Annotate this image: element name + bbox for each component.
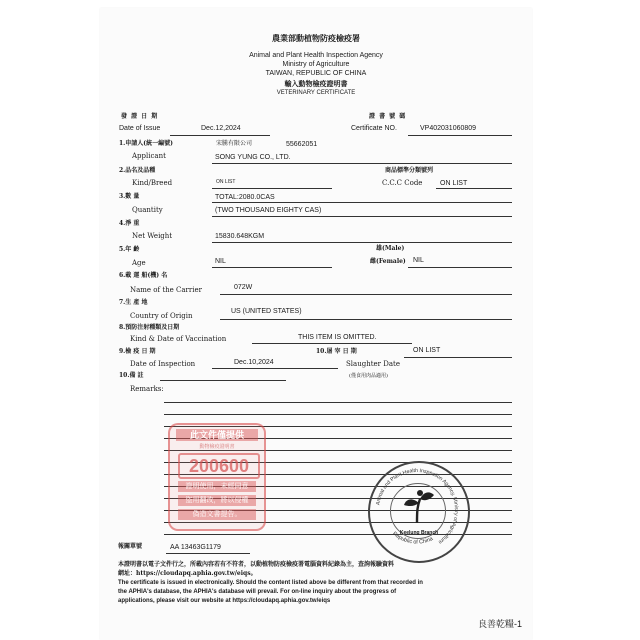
date-of-issue-value: Dec.12,2024: [201, 125, 241, 132]
certificate-no-label: Certificate NO.: [351, 125, 397, 132]
carrier-value: 072W: [234, 284, 253, 291]
certificate-title-zh: 輸入動物檢疫證明書: [284, 79, 348, 88]
origin-value: US (UNITED STATES): [231, 308, 302, 315]
footer-notice-en-2: the APHIA's database, the APHIA's database will prevail. For on-line inquiry about the progress of: [118, 589, 397, 595]
seal-branch: Keelung Branch: [399, 530, 439, 536]
customs-ref-number: AA 13463G1179: [170, 544, 221, 551]
kind-label: Kind/Breed: [132, 179, 173, 187]
applicant-underline: [212, 163, 512, 164]
net-weight-value: 15830.648KGM: [215, 233, 265, 240]
quantity-words-underline: [212, 216, 512, 217]
footer-notice-en-3: applications, please visit our website at https://cloudapq.aphia.gov.tw/eiqs: [118, 598, 331, 604]
slaughter-label-zh: 10.屠 宰 日 期: [316, 348, 357, 355]
certificate-title-en: VETERINARY CERTIFICATE: [276, 90, 356, 96]
slaughter-date-value: ON LIST: [413, 347, 441, 354]
origin-underline: [220, 319, 512, 320]
quantity-value: TOTAL:2080.0CAS: [215, 194, 275, 201]
remarks-header-underline: [160, 380, 286, 381]
watermark-stamp-title: 此文件僅提供: [176, 429, 258, 441]
applicant-name: SONG YUNG CO., LTD.: [215, 154, 291, 161]
slaughter-label: Slaughter Date: [346, 360, 400, 368]
certificate-no-underline: [408, 135, 512, 136]
official-seal: [368, 461, 470, 563]
applicant-name-zh: 宋騰有限公司: [216, 140, 253, 147]
footer-notice-zh-1: 本證明書以電子文件行之，所載內容若有不符者，以動植物防疫檢疫署電腦資料紀錄為主，查詢報驗資料: [118, 561, 395, 568]
applicant-label: Applicant: [132, 152, 166, 160]
seal-country: Republic of China: [391, 530, 434, 546]
certificate-no-label-zh: 證 書 號 碼: [369, 113, 407, 120]
inspection-date-value: Dec.10,2024: [234, 359, 274, 366]
age-label-zh: 5.年 齡: [119, 246, 140, 253]
net-weight-label: Net Weight: [132, 232, 173, 240]
date-of-issue-label-zh: 發 證 日 期: [121, 113, 159, 120]
inspection-date-underline: [212, 368, 338, 369]
inspection-label-zh: 9.檢 疫 日 期: [119, 348, 156, 355]
age-value: NIL: [215, 258, 226, 265]
quantity-words: (TWO THOUSAND EIGHTY CAS): [215, 207, 322, 214]
female-label: 雌(Female): [370, 258, 406, 265]
carrier-underline: [220, 294, 512, 295]
origin-label: Country of Origin: [130, 312, 193, 320]
slaughter-date-underline: [404, 357, 512, 358]
male-label: 雄(Male): [376, 245, 405, 252]
remarks-line-1: [164, 402, 512, 403]
age-label: Age: [132, 259, 146, 267]
certificate-page: [100, 8, 532, 640]
watermark-stamp: [168, 423, 266, 531]
net-weight-label-zh: 4.淨 重: [119, 220, 140, 227]
watermark-stamp-number: 200600: [178, 453, 260, 479]
remarks-label-zh: 10.備 註: [119, 372, 144, 379]
footer-notice-en-1: The certificate is issued in electronically. Should the content listed above be different from that recorded in: [118, 580, 423, 586]
issue-date-underline: [170, 135, 270, 136]
vaccination-label: Kind & Date of Vaccination: [130, 335, 227, 343]
carrier-label: Name of the Carrier: [130, 286, 202, 294]
quantity-underline: [212, 202, 512, 203]
quantity-label: Quantity: [132, 206, 163, 214]
ccc-code-value: ON LIST: [440, 180, 468, 187]
applicant-id: 55662051: [286, 141, 318, 148]
carrier-label-zh: 6.載 運 船(機) 名: [119, 272, 168, 279]
agency-title-en: Animal and Plant Health Inspection Agency: [249, 52, 383, 59]
inspection-label: Date of Inspection: [130, 360, 196, 368]
origin-label-zh: 7.生 產 地: [119, 299, 148, 306]
customs-ref-label: 報關單號: [118, 543, 143, 550]
net-weight-underline: [212, 242, 512, 243]
date-of-issue-label: Date of Issue: [119, 125, 161, 132]
age-underline: [212, 267, 332, 268]
remarks-label: Remarks:: [130, 385, 164, 393]
watermark-stamp-line-1: 證明使用，未經同意: [178, 481, 256, 492]
kind-label-zh: 2.品名及品種: [119, 167, 156, 174]
sex-value: NIL: [413, 257, 424, 264]
handwritten-note: 良善乾糧-1: [478, 619, 523, 629]
applicant-label-zh: 1.申請人(統一編號): [119, 140, 173, 147]
customs-ref-underline: [166, 553, 250, 554]
watermark-stamp-subtitle: 動物檢疫證明書: [199, 444, 235, 450]
watermark-stamp-line-3: 偽造文書提告。: [178, 509, 256, 520]
remarks-line-2: [164, 414, 512, 415]
vaccination-value: THIS ITEM IS OMITTED.: [298, 334, 377, 341]
seal-ring-text: Animal and Plant Health Inspection Agency, Ministry of Agriculture: [375, 467, 460, 545]
ministry-title: Ministry of Agriculture: [282, 61, 350, 68]
footer-notice-zh-2: 網址：https://cloudapq.aphia.gov.tw/eiqs。: [118, 570, 257, 577]
ccc-code-label: C.C.C Code: [382, 179, 423, 187]
kind-value: ON LIST: [216, 179, 236, 185]
vaccination-label-zh: 8.預防注射種類及日期: [119, 324, 180, 331]
vaccination-underline: [252, 343, 412, 344]
certificate-no-value: VP402031060809: [420, 125, 477, 132]
watermark-stamp-line-2: 盜用翻改，將以侵權: [178, 495, 256, 506]
ccc-code-label-zh: 商品標準分類號列: [385, 167, 434, 174]
sex-underline: [408, 267, 512, 268]
country-title: TAIWAN, REPUBLIC OF CHINA: [265, 70, 367, 77]
slaughter-note: (僅食用肉品適用): [349, 373, 388, 379]
ccc-code-underline: [436, 188, 512, 189]
kind-underline: [212, 188, 332, 189]
quantity-label-zh: 3.數 量: [119, 193, 140, 200]
agency-title-zh: 農業部動植物防疫檢疫署: [272, 33, 360, 43]
